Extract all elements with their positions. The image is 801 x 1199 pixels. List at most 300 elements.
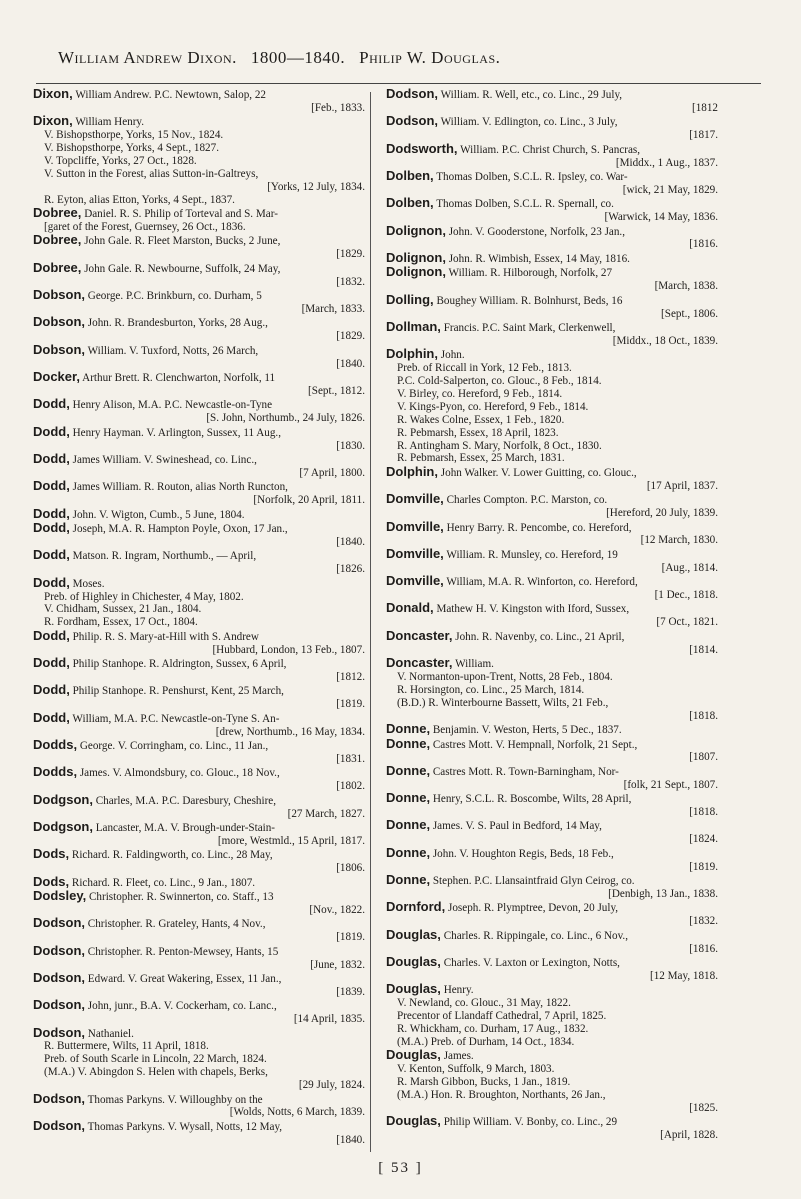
- running-header: [58, 48, 738, 68]
- entry-text: Philip Stanhope. R. Aldrington, Sussex, 6 April,: [69, 658, 287, 671]
- entry-text: William.: [452, 658, 494, 671]
- entry-text: John Walker. V. Lower Guitting, co. Glouc.,: [438, 466, 637, 479]
- entry-surname: Dods,: [33, 846, 70, 862]
- entry-text: John. R. Brandesburton, Yorks, 28 Aug.,: [85, 317, 268, 330]
- entry-first-line: [33, 969, 365, 986]
- entry-first-line: [33, 627, 365, 644]
- entry-surname: Dollman,: [386, 318, 441, 334]
- entry-text: John Gale. R. Fleet Marston, Bucks, 2 June,: [81, 235, 281, 248]
- index-entry: [33, 574, 365, 630]
- entry-continuation-line: [1832.: [689, 915, 718, 928]
- entry-surname: Dodd,: [33, 423, 70, 439]
- entry-text: William Andrew. P.C. Newtown, Salop, 22: [72, 89, 267, 101]
- entry-first-line: [33, 423, 365, 440]
- entry-surname: Domville,: [386, 518, 444, 534]
- entry-surname: Dodson,: [386, 113, 438, 129]
- entry-continuation-line: [1 Dec., 1818.: [654, 589, 718, 602]
- entry-first-line: [386, 874, 718, 888]
- entry-continuation-line: [Middx., 1 Aug., 1837.: [615, 156, 718, 169]
- index-entry: [386, 983, 718, 1049]
- index-entry: [33, 234, 365, 261]
- index-entry: [33, 88, 365, 115]
- index-entry: [386, 1115, 718, 1142]
- left-column: [33, 88, 365, 1156]
- entry-text: James. V. S. Paul in Bedford, 14 May,: [430, 820, 602, 833]
- index-entry: [33, 942, 365, 972]
- entry-continuation-line: V. Bishopsthorpe, Yorks, 4 Sept., 1827.: [44, 142, 219, 155]
- entry-continuation-line: [Hereford, 20 July, 1839.: [606, 507, 718, 520]
- entry-continuation-line: [March, 1833.: [301, 303, 365, 315]
- entry-continuation-line: [1819.: [689, 860, 718, 873]
- entry-surname: Dolphin,: [386, 463, 438, 479]
- entry-surname: Douglas,: [386, 1113, 441, 1129]
- entry-first-line: [386, 723, 718, 737]
- entry-continuation-line: [Denbigh, 13 Jan., 1838.: [608, 887, 718, 900]
- entry-continuation-line: R. Wakes Colne, Essex, 1 Feb., 1820.: [397, 413, 565, 426]
- entry-first-line: [386, 1049, 718, 1063]
- header-middle: 1800—1840.: [250, 48, 346, 67]
- entry-surname: Dodson,: [33, 997, 85, 1013]
- index-entry: [386, 115, 718, 142]
- index-entry: [386, 575, 718, 602]
- entry-continuation-line: [12 March, 1830.: [640, 534, 718, 547]
- index-entry: [33, 627, 365, 657]
- index-entry: [33, 917, 365, 944]
- entry-text: Thomas Parkyns. V. Willoughby on the: [85, 1093, 263, 1106]
- entry-continuation-line: [Sept., 1806.: [661, 307, 718, 320]
- index-entry: [386, 222, 718, 252]
- index-entry: [33, 739, 365, 766]
- entry-surname: Dobree,: [33, 259, 82, 275]
- index-entry: [386, 266, 718, 293]
- entry-surname: Donne,: [386, 721, 431, 737]
- entry-continuation-line: [1825.: [689, 1101, 718, 1114]
- entry-continuation-line: [Aug., 1814.: [661, 561, 718, 574]
- index-entry: [33, 848, 365, 875]
- index-entry: [386, 844, 718, 874]
- entry-text: John. V. Wigton, Cumb., 5 June, 1804.: [69, 508, 245, 521]
- index-entry: [33, 480, 365, 507]
- entry-surname: Domville,: [386, 491, 444, 507]
- entry-surname: Dodson,: [33, 915, 85, 931]
- entry-first-line: [386, 627, 718, 644]
- entry-text: William. V. Tuxford, Notts, 26 March,: [85, 344, 259, 357]
- entry-continuation-line: R. Marsh Gibbon, Bucks, 1 Jan., 1819.: [397, 1076, 571, 1089]
- entry-text: Charles. V. Laxton or Lexington, Notts,: [440, 957, 620, 969]
- entry-surname: Dobree,: [33, 205, 82, 221]
- entry-surname: Dobson,: [33, 314, 85, 330]
- entry-text: Thomas Dolben, S.C.L. R. Spernall, co.: [433, 198, 614, 211]
- entry-surname: Donne,: [386, 817, 431, 833]
- entry-text: Christopher. R. Grateley, Hants, 4 Nov.,: [85, 918, 266, 931]
- entry-first-line: [386, 901, 718, 915]
- entry-first-line: [386, 657, 718, 671]
- entry-first-line: [33, 480, 365, 494]
- entry-first-line: [33, 917, 365, 931]
- column-divider: [370, 92, 371, 1152]
- entry-continuation-line: [1817.: [689, 129, 718, 142]
- entry-first-line: [33, 574, 365, 591]
- entry-text: Henry.: [440, 984, 474, 997]
- entry-continuation-line: Precentor of Llandaff Cathedral, 7 April, 1825.: [397, 1010, 607, 1023]
- entry-text: Moses.: [69, 577, 105, 590]
- entry-continuation-line: [1806.: [336, 862, 365, 875]
- index-entry: [386, 1049, 718, 1115]
- entry-text: Thomas Parkyns. V. Wysall, Notts, 12 May,: [85, 1120, 283, 1133]
- entry-first-line: [386, 493, 718, 507]
- entry-surname: Dodd,: [33, 627, 70, 643]
- entry-first-line: [33, 341, 365, 358]
- entry-text: Christopher. R. Swinnerton, co. Staff., 13: [86, 890, 274, 903]
- entry-text: Philip William. V. Bonby, co. Linc., 29: [440, 1116, 618, 1129]
- index-entry: [33, 207, 365, 234]
- entry-first-line: [386, 792, 718, 806]
- entry-surname: Donne,: [386, 762, 431, 778]
- index-entry: [33, 423, 365, 453]
- entry-text: William, M.A. P.C. Newcastle-on-Tyne S. An-: [69, 712, 280, 725]
- entry-text: James.: [440, 1050, 474, 1063]
- entry-continuation-line: (M.A.) V. Abingdon S. Helen with chapels, Berks,: [44, 1066, 268, 1079]
- entry-continuation-line: [1840.: [336, 535, 365, 548]
- entry-surname: Dodgson,: [33, 791, 93, 807]
- entry-continuation-line: [more, Westmld., 15 April, 1817.: [217, 834, 365, 847]
- entry-continuation-line: [1831.: [336, 752, 365, 765]
- entry-first-line: [33, 371, 365, 385]
- entry-surname: Donne,: [386, 735, 431, 751]
- entry-text: John.: [438, 349, 465, 362]
- entry-first-line: [33, 709, 365, 726]
- entry-text: Mathew H. V. Kingston with Iford, Sussex,: [433, 603, 630, 616]
- index-entry: [386, 140, 718, 170]
- entry-surname: Dodd,: [33, 478, 70, 494]
- index-entry: [33, 1090, 365, 1120]
- entry-first-line: [33, 1117, 365, 1134]
- entry-continuation-line: V. Chidham, Sussex, 21 Jan., 1804.: [44, 603, 202, 616]
- entry-continuation-line: [wick, 21 May, 1829.: [622, 183, 718, 196]
- entry-text: Matson. R. Ingram, Northumb., — April,: [69, 550, 257, 563]
- entry-first-line: [33, 999, 365, 1013]
- entry-first-line: [386, 266, 718, 280]
- entry-text: Christopher. R. Penton-Mewsey, Hants, 15: [85, 945, 279, 958]
- entry-surname: Donne,: [386, 844, 431, 860]
- entry-continuation-line: [7 Oct., 1821.: [656, 616, 718, 629]
- index-entry: [386, 926, 718, 956]
- index-entry: [33, 115, 365, 206]
- entry-first-line: [33, 818, 365, 835]
- entry-text: John Gale. R. Newbourne, Suffolk, 24 May,: [81, 262, 281, 275]
- entry-text: James. V. Almondsbury, co. Glouc., 18 Nov.,: [77, 767, 280, 780]
- entry-surname: Dodson,: [33, 969, 85, 985]
- entry-text: John. R. Navenby, co. Linc., 21 April,: [452, 630, 625, 643]
- entry-first-line: [33, 942, 365, 959]
- entry-text: Henry, S.C.L. R. Boscombe, Wilts, 28 April,: [430, 793, 632, 806]
- index-entry: [33, 1024, 365, 1093]
- entry-text: Lancaster, M.A. V. Brough-under-Stain-: [92, 821, 276, 834]
- header-rule: [36, 83, 761, 84]
- entry-first-line: [386, 197, 718, 211]
- entry-continuation-line: V. Bishopsthorpe, Yorks, 15 Nov., 1824.: [44, 129, 224, 142]
- entry-first-line: [33, 522, 365, 536]
- entry-continuation-line: R. Fordham, Essex, 17 Oct., 1804.: [44, 616, 198, 629]
- entry-text: William. R. Hilborough, Norfolk, 27: [445, 267, 613, 280]
- entry-continuation-line: [1819.: [336, 698, 365, 711]
- index-entry: [386, 545, 718, 575]
- entry-continuation-line: [1816.: [689, 942, 718, 955]
- entry-surname: Douglas,: [386, 954, 441, 969]
- entry-surname: Donne,: [386, 790, 431, 806]
- entry-continuation-line: Preb. of Highley in Chichester, 4 May, 1802.: [44, 590, 244, 603]
- entry-continuation-line: [Norfolk, 20 April, 1811.: [253, 494, 365, 507]
- entry-surname: Dobson,: [33, 287, 85, 303]
- entry-continuation-line: [April, 1828.: [660, 1129, 718, 1142]
- entry-continuation-line: [1814.: [689, 643, 718, 656]
- entry-text: John, junr., B.A. V. Cockerham, co. Lanc.,: [85, 1000, 277, 1013]
- entry-first-line: [386, 735, 718, 752]
- index-entry: [386, 627, 718, 657]
- entry-continuation-line: [Yorks, 12 July, 1834.: [267, 180, 365, 193]
- entry-continuation-line: [Warwick, 14 May, 1836.: [604, 211, 718, 224]
- entry-text: William. R. Well, etc., co. Linc., 29 July,: [438, 89, 623, 101]
- entry-surname: Dobree,: [33, 232, 82, 248]
- entry-continuation-line: [folk, 21 Sept., 1807.: [623, 778, 718, 791]
- entry-continuation-line: [1818.: [689, 709, 718, 722]
- entry-continuation-line: R. Whickham, co. Durham, 17 Aug., 1832.: [397, 1023, 589, 1036]
- entry-continuation-line: [1818.: [689, 806, 718, 819]
- entry-continuation-line: [1807.: [689, 751, 718, 764]
- entry-continuation-line: [14 April, 1835.: [293, 1013, 365, 1026]
- entry-surname: Dolignon,: [386, 222, 446, 238]
- index-entry: [33, 522, 365, 549]
- entry-continuation-line: [June, 1832.: [310, 958, 365, 971]
- entry-continuation-line: [1812: [692, 101, 718, 114]
- index-entry: [386, 88, 718, 115]
- entry-text: William. V. Edlington, co. Linc., 3 July,: [438, 116, 618, 129]
- entry-text: Charles Compton. P.C. Marston, co.: [443, 494, 608, 507]
- entry-text: James William. R. Routon, alias North Runcton,: [69, 481, 288, 494]
- entry-surname: Douglas,: [386, 981, 441, 997]
- index-entry: [386, 167, 718, 197]
- entry-continuation-line: [Nov., 1822.: [309, 903, 365, 916]
- entry-continuation-line: [1830.: [336, 439, 365, 452]
- entry-first-line: [386, 318, 718, 335]
- entry-text: Joseph. R. Plymptree, Devon, 20 July,: [445, 902, 619, 915]
- entry-surname: Douglas,: [386, 1047, 441, 1063]
- entry-continuation-line: P.C. Cold-Salperton, co. Glouc., 8 Feb., 1814.: [397, 375, 602, 388]
- entry-first-line: [386, 518, 718, 535]
- entry-first-line: [33, 657, 365, 671]
- entry-surname: Dolben,: [386, 167, 434, 183]
- entry-first-line: [386, 348, 718, 362]
- index-entry: [386, 463, 718, 493]
- header-right: Philip W. Douglas.: [359, 48, 501, 67]
- entry-surname: Dolben,: [386, 195, 434, 211]
- index-entry: [386, 518, 718, 548]
- entry-text: Stephen. P.C. Llansaintfraid Glyn Ceirog, co.: [430, 875, 635, 888]
- entry-first-line: [33, 207, 365, 221]
- entry-continuation-line: [1802.: [336, 780, 365, 793]
- entry-surname: Domville,: [386, 545, 444, 561]
- entry-surname: Dodd,: [33, 655, 70, 671]
- entry-continuation-line: (B.D.) R. Winterbourne Bassett, Wilts, 21 Feb.,: [397, 696, 609, 709]
- entry-text: James William. V. Swineshead, co. Linc.,: [69, 453, 257, 466]
- entry-text: Castres Mott. R. Town-Barningham, Nor-: [430, 765, 619, 778]
- entry-first-line: [386, 602, 718, 616]
- index-entry: [386, 602, 718, 629]
- entry-first-line: [33, 115, 365, 129]
- entry-surname: Doncaster,: [386, 655, 453, 671]
- entry-continuation-line: [17 April, 1837.: [646, 479, 718, 492]
- entry-continuation-line: V. Kenton, Suffolk, 9 March, 1803.: [397, 1063, 555, 1076]
- entry-continuation-line: [Feb., 1833.: [311, 101, 365, 114]
- entry-continuation-line: R. Buttermere, Wilts, 11 April, 1818.: [44, 1040, 209, 1053]
- index-entry: [33, 371, 365, 398]
- entry-continuation-line: R. Pebmarsh, Essex, 25 March, 1831.: [397, 452, 565, 465]
- index-entry: [386, 819, 718, 846]
- entry-surname: Dodsley,: [33, 887, 87, 903]
- index-entry: [33, 818, 365, 848]
- entry-text: Henry Alison, M.A. P.C. Newcastle-on-Tyne: [69, 399, 273, 412]
- index-entry: [386, 348, 718, 465]
- index-entry: [33, 1117, 365, 1147]
- entry-text: Henry Hayman. V. Arlington, Sussex, 11 Aug.,: [69, 426, 281, 439]
- entry-continuation-line: Preb. of Riccall in York, 12 Feb., 1813.: [397, 362, 572, 375]
- entry-surname: Dodd,: [33, 574, 70, 590]
- entry-first-line: [33, 450, 365, 467]
- entry-surname: Domville,: [386, 573, 444, 589]
- index-entry: [386, 735, 718, 765]
- entry-surname: Dodd,: [33, 505, 70, 521]
- entry-surname: Doncaster,: [386, 627, 453, 643]
- entry-first-line: [33, 549, 365, 563]
- entry-first-line: [386, 222, 718, 239]
- entry-continuation-line: V. Birley, co. Hereford, 9 Feb., 1814.: [397, 387, 563, 400]
- entry-first-line: [386, 167, 718, 184]
- index-entry: [386, 657, 718, 723]
- entry-first-line: [33, 739, 365, 753]
- entry-text: Nathaniel.: [85, 1027, 134, 1040]
- entry-surname: Dodson,: [33, 1024, 85, 1040]
- entry-continuation-line: [1839.: [336, 985, 365, 998]
- index-entry: [386, 318, 718, 348]
- index-entry: [386, 956, 718, 983]
- entry-first-line: [386, 575, 718, 589]
- entry-text: Francis. P.C. Saint Mark, Clerkenwell,: [440, 321, 616, 334]
- entry-continuation-line: (M.A.) Preb. of Durham, 14 Oct., 1834.: [397, 1035, 575, 1048]
- entry-first-line: [33, 766, 365, 780]
- index-entry: [386, 493, 718, 520]
- entry-text: Joseph, M.A. R. Hampton Poyle, Oxon, 17 Jan.,: [69, 523, 288, 535]
- entry-continuation-line: (M.A.) Hon. R. Broughton, Northants, 26 Jan.,: [397, 1089, 606, 1102]
- entry-continuation-line: R. Pebmarsh, Essex, 18 April, 1823.: [397, 426, 559, 439]
- entry-text: Philip. R. S. Mary-at-Hill with S. Andrew: [69, 630, 259, 643]
- index-entry: [33, 709, 365, 739]
- entry-text: William, M.A. R. Winforton, co. Hereford,: [443, 576, 638, 589]
- entry-continuation-line: [1819.: [336, 931, 365, 944]
- entry-surname: Dixon,: [33, 113, 73, 129]
- entry-continuation-line: [drew, Northumb., 16 May, 1834.: [215, 725, 365, 738]
- entry-surname: Dodds,: [33, 737, 78, 752]
- entry-text: William Henry.: [72, 116, 145, 129]
- entry-continuation-line: [1829.: [336, 330, 365, 343]
- entry-surname: Dobson,: [33, 341, 85, 357]
- entry-first-line: [33, 289, 365, 303]
- entry-continuation-line: Preb. of South Scarle in Lincoln, 22 March, 1824.: [44, 1053, 267, 1066]
- index-entry: [33, 289, 365, 316]
- entry-first-line: [386, 819, 718, 833]
- entry-first-line: [33, 791, 365, 808]
- entry-first-line: [33, 234, 365, 248]
- entry-continuation-line: [1829.: [336, 248, 365, 261]
- entry-text: George. P.C. Brinkburn, co. Durham, 5: [85, 290, 262, 303]
- entry-surname: Dodsworth,: [386, 140, 458, 156]
- entry-first-line: [33, 1024, 365, 1041]
- entry-surname: Donald,: [386, 600, 434, 616]
- entry-continuation-line: [Sept., 1812.: [308, 384, 365, 397]
- index-entry: [33, 505, 365, 522]
- index-entry: [386, 197, 718, 224]
- index-entry: [33, 999, 365, 1026]
- entry-first-line: [386, 291, 718, 308]
- entry-surname: Dodson,: [33, 942, 85, 958]
- entry-text: Castres Mott. V. Hempnall, Norfolk, 21 Sept.,: [430, 738, 638, 751]
- entry-text: Thomas Dolben, S.C.L. R. Ipsley, co. War-: [433, 170, 628, 183]
- entry-first-line: [33, 259, 365, 276]
- entry-continuation-line: [27 March, 1827.: [287, 807, 365, 820]
- entry-surname: Dods,: [33, 873, 70, 889]
- entry-first-line: [33, 316, 365, 330]
- entry-text: Charles, M.A. P.C. Daresbury, Cheshire,: [92, 794, 277, 807]
- entry-surname: Dodgson,: [33, 818, 93, 834]
- entry-surname: Dixon,: [33, 88, 73, 101]
- entry-first-line: [33, 505, 365, 522]
- index-entry: [33, 684, 365, 711]
- entry-first-line: [386, 983, 718, 997]
- index-entry: [33, 549, 365, 576]
- entry-text: Benjamin. V. Weston, Herts, 5 Dec., 1837.: [430, 724, 622, 737]
- entry-first-line: [33, 88, 365, 102]
- entry-continuation-line: R. Eyton, alias Etton, Yorks, 4 Sept., 1837.: [44, 193, 235, 206]
- entry-text: Daniel. R. S. Philip of Torteval and S. Mar-: [81, 208, 278, 221]
- index-entry: [33, 450, 365, 480]
- entry-first-line: [386, 463, 718, 480]
- entry-surname: Dodds,: [33, 764, 78, 780]
- entry-continuation-line: [1840.: [336, 357, 365, 370]
- entry-continuation-line: [29 July, 1824.: [298, 1079, 365, 1092]
- index-entry: [386, 874, 718, 901]
- entry-text: Charles. R. Rippingale, co. Linc., 6 Nov.,: [440, 929, 628, 942]
- entry-first-line: [33, 848, 365, 862]
- entry-surname: Dodson,: [386, 88, 438, 101]
- index-entry: [33, 887, 365, 917]
- entry-text: George. V. Corringham, co. Linc., 11 Jan.,: [77, 740, 269, 752]
- entry-first-line: [386, 956, 718, 970]
- entry-first-line: [386, 140, 718, 157]
- entry-continuation-line: [1816.: [689, 238, 718, 251]
- entry-continuation-line: [Wolds, Notts, 6 March, 1839.: [229, 1106, 365, 1119]
- entry-surname: Dolphin,: [386, 346, 438, 362]
- index-entry: [33, 657, 365, 684]
- entry-continuation-line: V. Newland, co. Glouc., 31 May, 1822.: [397, 997, 571, 1010]
- entry-continuation-line: R. Horsington, co. Linc., 25 March, 1814.: [397, 683, 585, 696]
- entry-surname: Dodd,: [33, 396, 70, 412]
- entry-text: Boughey William. R. Bolnhurst, Beds, 16: [433, 294, 623, 307]
- entry-text: John. V. Gooderstone, Norfolk, 23 Jan.,: [445, 225, 626, 238]
- entry-text: Edward. V. Great Wakering, Essex, 11 Jan.,: [85, 972, 282, 985]
- index-entry: [386, 792, 718, 819]
- entry-text: Henry Barry. R. Pencombe, co. Hereford,: [443, 521, 632, 534]
- entry-continuation-line: [1840.: [336, 1133, 365, 1146]
- entry-text: Arthur Brett. R. Clenchwarton, Norfolk, 11: [79, 372, 276, 385]
